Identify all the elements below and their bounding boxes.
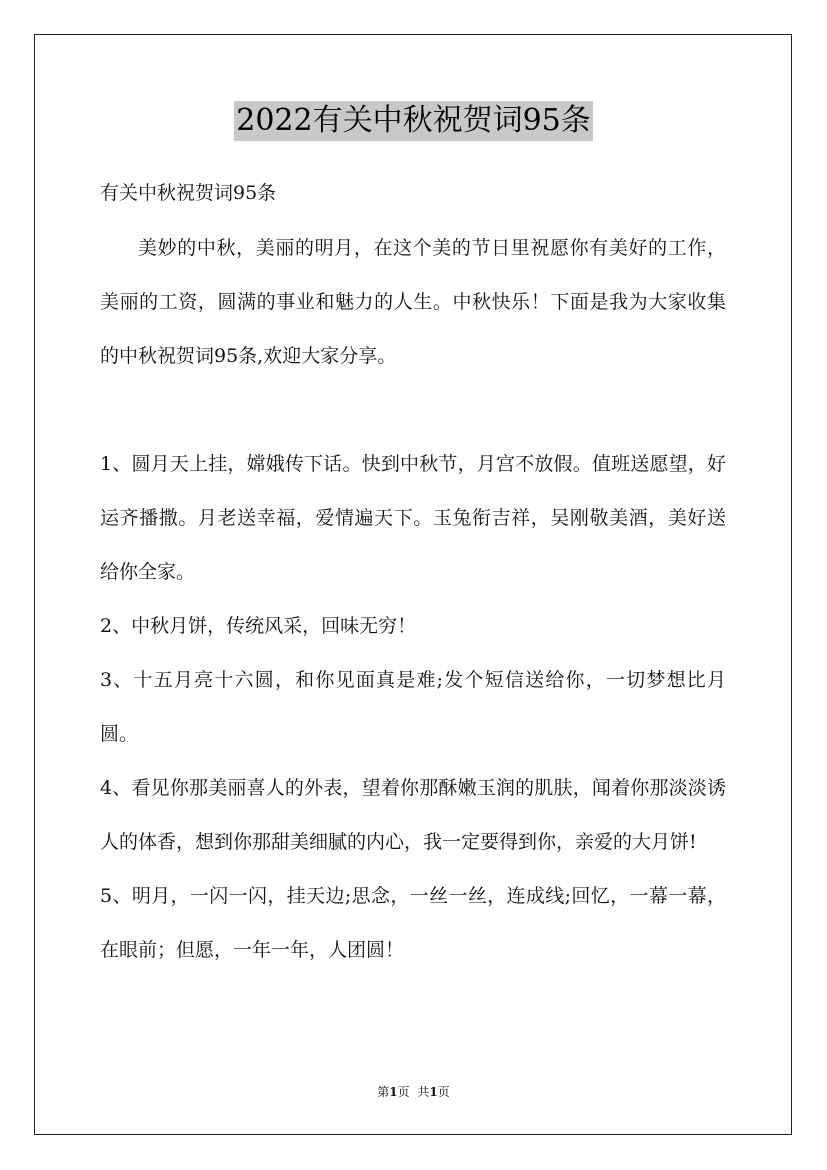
- greeting-list: [100, 437, 726, 977]
- list-item: 1、圆月天上挂，嫦娥传下话。快到中秋节，月宫不放假。值班送愿望，好运齐播撒。月老送幸福，爱情遍天下。玉兔衔吉祥，吴刚敬美酒，美好送给你全家。: [100, 453, 726, 583]
- intro-paragraph: 美妙的中秋，美丽的明月，在这个美的节日里祝愿你有美好的工作，美丽的工资，圆满的事业和魅力的人生。中秋快乐！下面是我为大家收集的中秋祝贺词95条,欢迎大家分享。: [100, 237, 726, 367]
- title-container: [0, 101, 827, 141]
- total-pages: 1: [429, 1085, 438, 1099]
- list-item: 5、明月，一闪一闪，挂天边;思念，一丝一丝，连成线;回忆，一幕一幕，在眼前；但愿，一年一年，人团圆！: [100, 885, 726, 961]
- page-label-suffix: 页: [397, 1085, 410, 1099]
- document-title: 2022有关中秋祝贺词95条: [234, 101, 593, 141]
- list-item: 2、中秋月饼，传统风采，回味无穷！: [100, 615, 417, 637]
- page-label-prefix: 第: [377, 1085, 390, 1099]
- page-footer: [0, 1083, 827, 1101]
- list-item: 3、十五月亮十六圆，和你见面真是难;发个短信送给你，一切梦想比月圆。: [100, 669, 726, 745]
- page-number: 1: [389, 1085, 398, 1099]
- total-suffix: 页: [437, 1085, 450, 1099]
- total-prefix: 共: [417, 1085, 430, 1099]
- list-item: 4、看见你那美丽喜人的外表，望着你那酥嫩玉润的肌肤，闻着你那淡淡诱人的体香，想到你那甜美细腻的内心，我一定要得到你，亲爱的大月饼!: [100, 777, 726, 853]
- document-subtitle: 有关中秋祝贺词95条: [100, 182, 277, 204]
